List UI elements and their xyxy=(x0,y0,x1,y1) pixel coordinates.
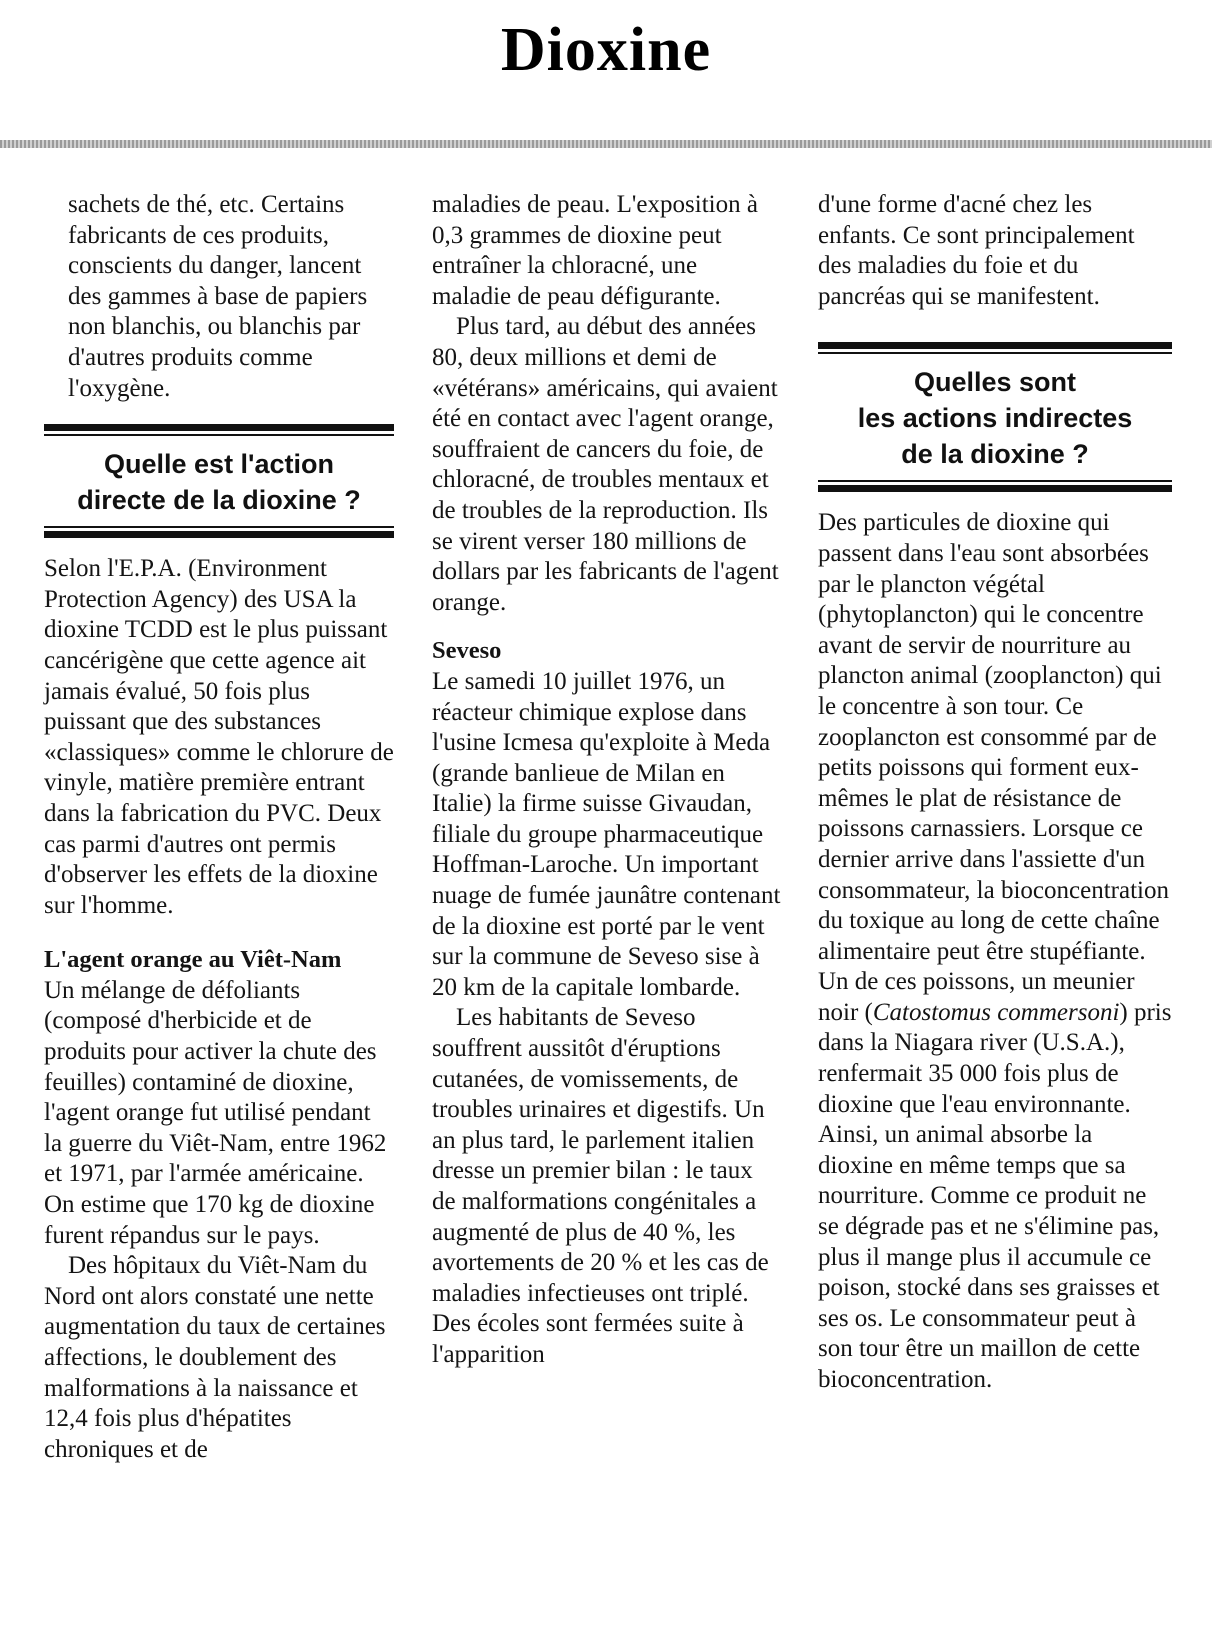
paragraph-particules-part-b: ) pris dans la Niagara river (U.S.A.), renfermait 35 000 fois plus de dioxine que l'eau environnante. Ainsi, un animal absorbe la dioxine en même temps que sa nourriture. Comme ce produit ne se dégrade pas et ne s'élimine pas, plus il mange plus il accumule ce poison, stocké dans ses graisses et ses os. Le consommateur peut à son tour être un maillon de cette bioconcentration. xyxy=(818,998,1172,1393)
section-heading-indirect-actions xyxy=(818,342,1172,492)
section-heading-direct-action xyxy=(44,424,394,538)
heading-rule-bottom-thin xyxy=(44,526,394,528)
heading-indirect-actions xyxy=(818,354,1172,480)
column-2 xyxy=(432,190,782,1371)
heading-line: les actions indirectes xyxy=(857,403,1133,434)
subheading-agent-orange: L'agent orange au Viêt-Nam xyxy=(44,946,342,974)
paragraph-hopitaux: Des hôpitaux du Viêt-Nam du Nord ont alors constaté une nette augmentation du taux de certaines affections, le doublement des malformations à la naissance et 12,4 fois plus d'hépatites chroniques et de xyxy=(44,1252,386,1463)
paragraph-habitants: Les habitants de Seveso souffrent aussitôt d'éruptions cutanées, de vomissements, de troubles urinaires et digestifs. Un an plus tard, le parlement italien dresse un premier bilan : le taux de malformations congénitales a augmenté de plus de 40 %, les avortements de 20 % et les cas de maladies infectieuses ont triplé. Des écoles sont fermées suite à l'apparition xyxy=(432,1004,769,1368)
heading-rule-top xyxy=(44,424,394,431)
heading-rule-bottom xyxy=(818,485,1172,492)
column-3 xyxy=(818,190,1172,1396)
heading-rule-top xyxy=(818,342,1172,349)
paragraph-particules xyxy=(818,508,1172,1395)
paragraph-agent-orange: Un mélange de défoliants (composé d'herbicide et de produits pour activer la chute des feuilles) contaminé de dioxine, l'agent orange fut utilisé pendant la guerre du Viêt-Nam, entre 1962 et 1971, par l'armée américaine. On estime que 170 kg de dioxine furent répandus sur le pays. xyxy=(44,976,387,1249)
heading-line: de la dioxine ? xyxy=(901,439,1089,470)
paragraph-maladies-peau: maladies de peau. L'exposition à 0,3 grammes de dioxine peut entraîner la chloracné, une maladie de peau défigurante. xyxy=(432,191,758,310)
paragraph-veterans: Plus tard, au début des années 80, deux millions et demi de «vétérans» américains, qui avaient été en contact avec l'agent orange, souffraient de cancers du foie, de chloracné, de troubles mentaux et de troubles de la reproduction. Ils se virent verser 180 millions de dollars par les fabricants de l'agent orange. xyxy=(432,313,779,616)
page-title: Dioxine xyxy=(500,16,712,84)
species-name: Catostomus commersoni xyxy=(872,998,1120,1026)
heading-rule-bottom-thin xyxy=(818,480,1172,482)
column-1 xyxy=(44,190,394,1465)
paragraph-acne: d'une forme d'acné chez les enfants. Ce sont principalement des maladies du foie et du pancréas qui se manifestent. xyxy=(818,191,1135,310)
heading-line: Quelle est l'action xyxy=(104,449,334,480)
heading-direct-action xyxy=(44,436,394,526)
paragraph-epa: Selon l'E.P.A. (Environment Protection Agency) des USA la dioxine TCDD est le plus puissant cancérigène que cette agence ait jamais évalué, 50 fois plus puissant que des substances «classiques» comme le chlorure de vinyle, matière première entrant dans la fabrication du PVC. Deux cas parmi d'autres ont permis d'observer les effets de la dioxine sur l'homme. xyxy=(44,555,394,919)
paragraph-intro: sachets de thé, etc. Certains fabricants de ces produits, conscients du danger, lancent des gammes à base de papiers non blanchis, ou blanchis par d'autres produits comme l'oxygène. xyxy=(68,191,368,402)
paragraph-seveso: Le samedi 10 juillet 1976, un réacteur chimique explose dans l'usine Icmesa qu'exploite à Meda (grande banlieue de Milan en Italie) la firme suisse Givaudan, filiale du groupe pharmaceutique Hoffman-Laroche. Un important nuage de fumée jaunâtre contenant de la dioxine est porté par le vent sur la commune de Seveso sise à 20 km de la capitale lombarde. xyxy=(432,667,781,1001)
title-divider xyxy=(0,140,1212,148)
paragraph-particules-part-a: Des particules de dioxine qui passent dans l'eau sont absorbées par le plancton végétal (phytoplancton) qui le concentre avant de servir de nourriture au plancton animal (zooplancton) qui le concentre à son tour. Ce zooplancton est consommé par de petits poissons qui forment eux-mêmes le plat de résistance de poissons carnassiers. Lorsque ce dernier arrive dans l'assiette d'un consommateur, la bioconcentration du toxique au long de cette chaîne alimentaire peut être stupéfiante. Un de ces poissons, un meunier noir ( xyxy=(818,509,1169,1026)
subheading-seveso: Seveso xyxy=(432,637,502,665)
heading-line: Quelles sont xyxy=(913,367,1077,398)
heading-line: directe de la dioxine ? xyxy=(77,485,361,516)
heading-rule-bottom xyxy=(44,531,394,538)
